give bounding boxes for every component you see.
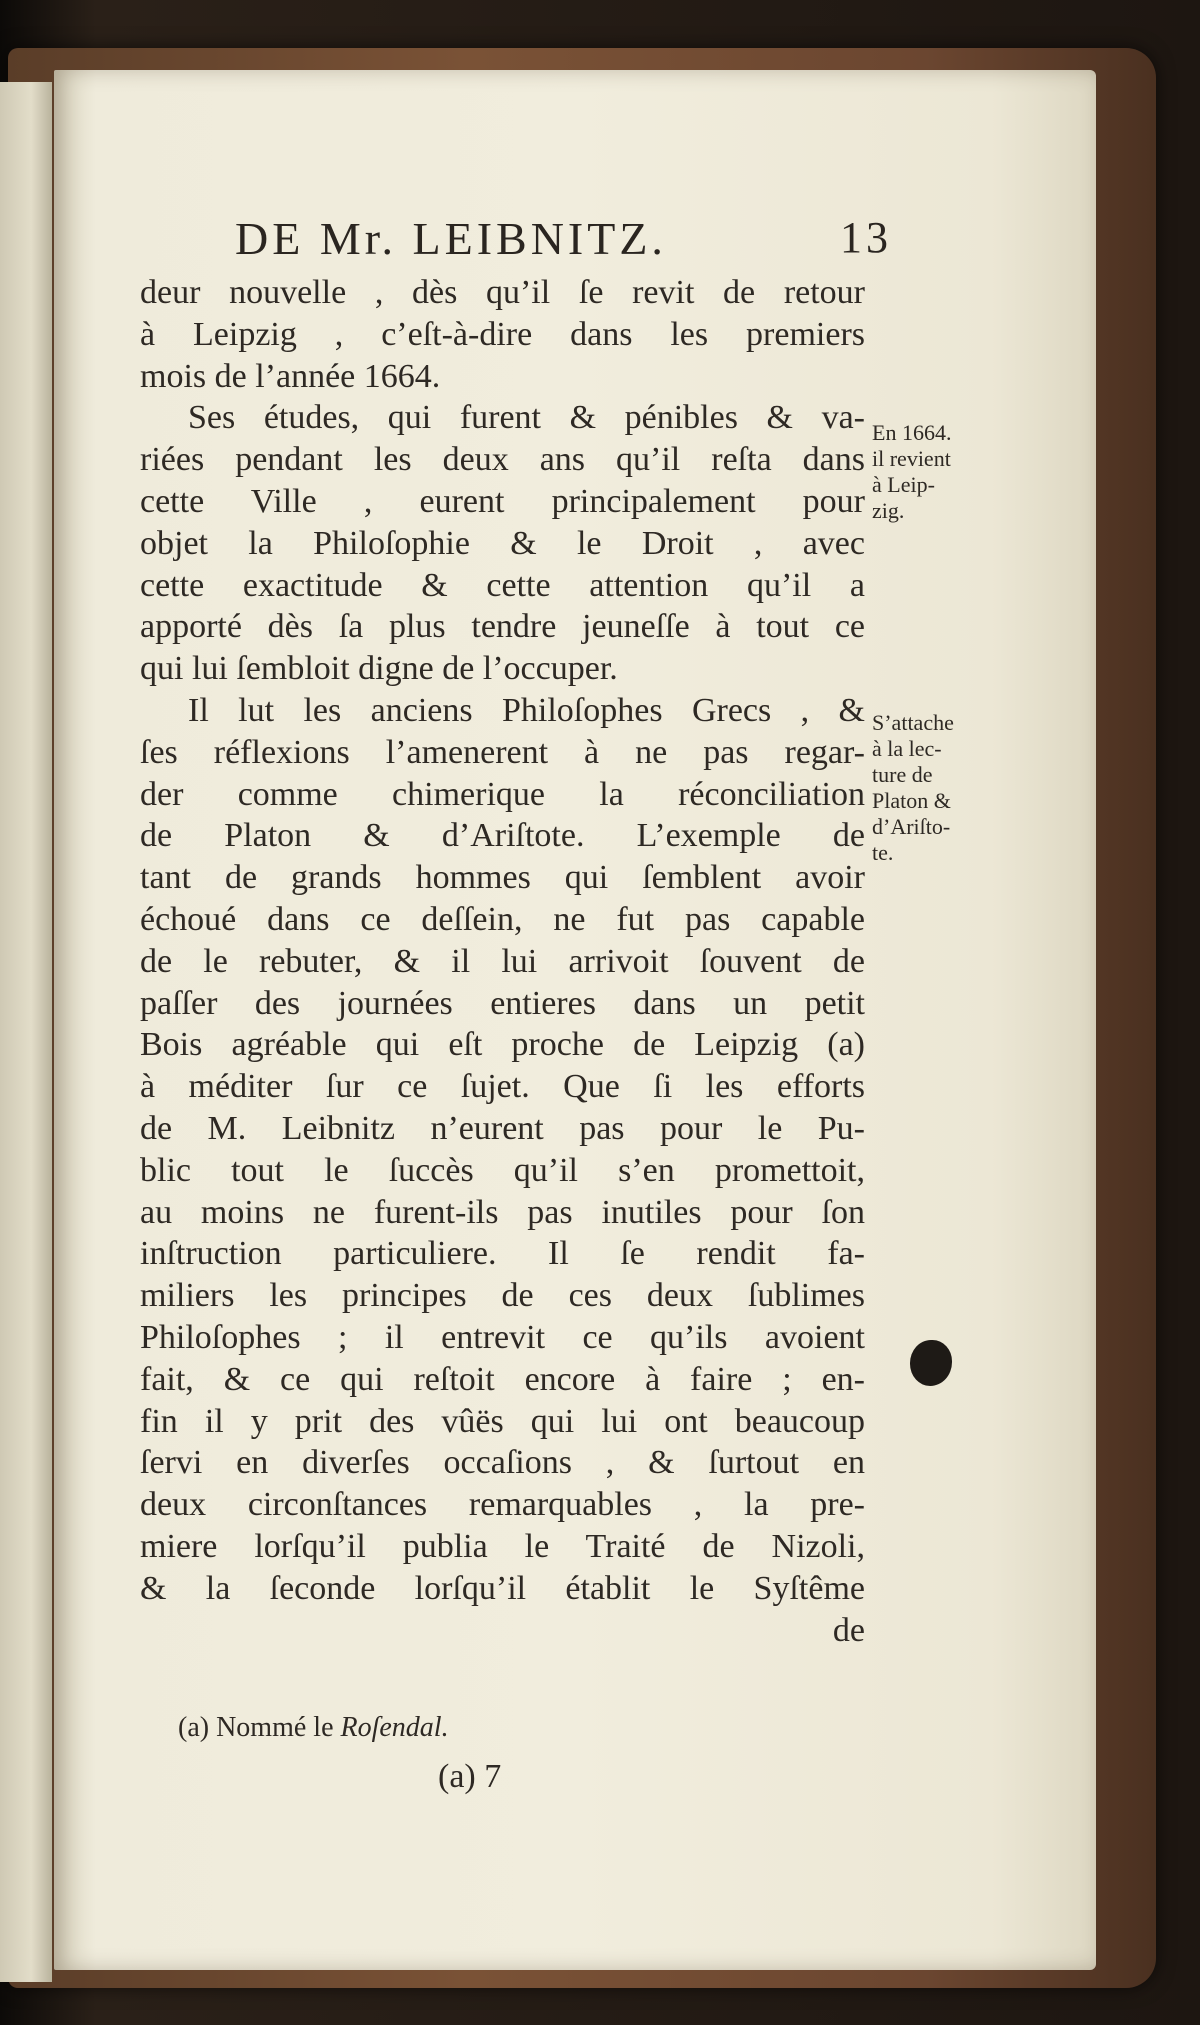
page-number: 13 — [840, 213, 892, 262]
margin-note-line: En 1664. — [872, 420, 952, 445]
text-line: Ses études, qui furent & pénibles & va- — [188, 399, 865, 437]
previous-page-edge — [0, 82, 52, 1982]
margin-note-line: zig. — [872, 498, 905, 523]
text-line: paſſer des journées entieres dans un petit — [140, 984, 865, 1022]
text-line: ſervi en diverſes occaſions , & ſurtout en — [140, 1444, 865, 1482]
header-title: DE Mr. LEIBNITZ. — [235, 213, 667, 264]
text-line: apporté dès ſa plus tendre jeuneſſe à tout ce — [140, 608, 865, 646]
margin-note-2 — [872, 710, 992, 866]
text-line: inſtruction particuliere. Il ſe rendit fa- — [140, 1235, 865, 1273]
text-line: cette Ville , eurent principalement pour — [140, 482, 865, 520]
footnote-marker: (a) — [178, 1712, 210, 1743]
text-line: Philoſophes ; il entrevit ce qu’ils avoient — [140, 1318, 865, 1356]
footnote-name: Roſendal. — [340, 1712, 449, 1743]
body-text — [140, 272, 865, 1651]
signature-mark: (a) 7 — [438, 1758, 502, 1795]
text-line: miliers les principes de ces deux ſublimes — [140, 1277, 865, 1315]
text-line: au moins ne furent-ils pas inutiles pour ſon — [140, 1193, 865, 1231]
text-line: de M. Leibnitz n’eurent pas pour le Pu- — [140, 1109, 865, 1147]
catchword: de — [832, 1611, 865, 1649]
text-line: riées pendant les deux ans qu’il reſta dans — [140, 441, 865, 479]
text-line: qui lui ſembloit digne de l’occuper. — [140, 650, 618, 688]
margin-note-line: à Leip- — [872, 472, 935, 497]
text-line: Bois agréable qui eſt proche de Leipzig (a) — [140, 1026, 865, 1064]
text-line: blic tout le ſuccès qu’il s’en promettoit, — [140, 1151, 865, 1189]
text-line: à Leipzig , c’eſt-à-dire dans les premiers — [140, 315, 865, 353]
text-line: de le rebuter, & il lui arrivoit ſouvent de — [140, 942, 865, 980]
margin-note-line: d’Ariſto- — [872, 814, 951, 839]
footnote — [178, 1712, 449, 1744]
margin-note-1 — [872, 420, 992, 524]
text-line: deur nouvelle , dès qu’il ſe revit de retour — [140, 274, 865, 311]
text-line: fait, & ce qui reſtoit encore à faire ; en- — [140, 1360, 865, 1398]
text-line: miere lorſqu’il publia le Traité de Nizoli, — [140, 1527, 865, 1565]
text-line: mois de l’année 1664. — [140, 357, 441, 395]
text-line: deux circonſtances remarquables , la pre- — [140, 1486, 865, 1524]
text-line: échoué dans ce deſſein, ne fut pas capable — [140, 900, 865, 938]
footnote-text: Nommé le — [216, 1712, 334, 1743]
text-line: de Platon & d’Ariſtote. L’exemple de — [140, 817, 865, 855]
text-line: tant de grands hommes qui ſemblent avoir — [140, 859, 865, 897]
margin-note-line: te. — [872, 840, 894, 865]
text-line: objet la Philoſophie & le Droit , avec — [140, 524, 865, 562]
text-line: Il lut les anciens Philoſophes Grecs , & — [188, 691, 865, 729]
text-line: à méditer ſur ce ſujet. Que ſi les efforts — [140, 1068, 865, 1106]
text-line: der comme chimerique la réconciliation — [140, 775, 865, 813]
text-line: cette exactitude & cette attention qu’il a — [140, 566, 865, 604]
margin-note-line: Platon & — [872, 788, 951, 813]
margin-note-line: à la lec- — [872, 736, 942, 761]
margin-note-line: ture de — [872, 762, 933, 787]
margin-note-line: il revient — [872, 446, 951, 471]
text-line: fin il y prit des vûës qui lui ont beaucoup — [140, 1402, 865, 1440]
margin-note-line: S’attache — [872, 710, 954, 735]
text-line: & la ſeconde lorſqu’il établit le Syſtême — [140, 1569, 865, 1607]
text-line: ſes réflexions l’amenerent à ne pas regar- — [140, 733, 865, 771]
